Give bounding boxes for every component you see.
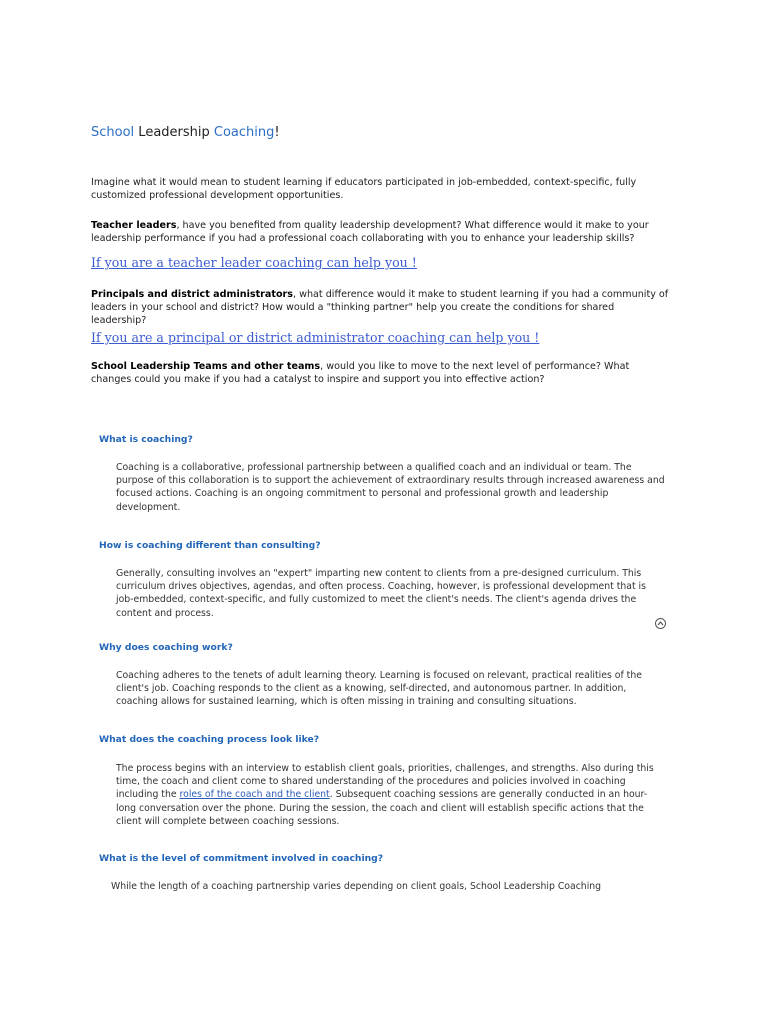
faq-answer-why-coaching-works: Coaching adheres to the tenets of adult learning theory. Learning is focused on relevant, practical realities of the client's job. Coaching responds to the client as a knowing, self-directed, and autonomous partner. In addition, coaching allows for sustained learning, which is often missing in training and consulting situations.: [116, 670, 642, 708]
faq-answer-level-of-commitment: While the length of a coaching partnership varies depending on client goals, School Leadership Coaching: [111, 881, 602, 892]
faq-answer-process-after: . Subsequent coaching sessions are generally conducted in an hour-long conversation over the phone. During the session, the coach and client will establish specific actions that the client will complete between coaching sessions.: [116, 789, 648, 827]
faq-answer-what-is-coaching: Coaching is a collaborative, professional partnership between a qualified coach and an individual or team. The purpose of this collaboration is to support the achievement of extraordinary results through increased awareness and focused actions. Coaching is an ongoing commitment to personal and professional growth and leadership development.: [116, 462, 665, 513]
principal-text: , what difference would it make to student learning if you had a community of leaders in your school and district? How would a "thinking partner" help you create the conditions for shared leadership?: [91, 289, 669, 327]
chevron-up-icon: [657, 620, 664, 627]
teams-text: , would you like to move to the next level of performance? What changes could you make if you had a catalyst to inspire and support you into effective action?: [91, 361, 630, 386]
title-leadership: Leadership: [134, 125, 214, 140]
faq-question-what-is-coaching: What is coaching?: [99, 434, 193, 445]
faq-question-level-of-commitment: What is the level of commitment involved in coaching?: [99, 853, 384, 864]
teams-paragraph: [91, 360, 671, 386]
teacher-lead: Teacher leaders: [91, 220, 177, 231]
principal-paragraph: [91, 288, 671, 328]
teacher-coaching-link[interactable]: If you are a teacher leader coaching can help you !: [91, 255, 417, 270]
scroll-to-top-button[interactable]: [655, 618, 666, 629]
intro-paragraph: Imagine what it would mean to student learning if educators participated in job-embedded, context-specific, fully customized professional development opportunities.: [91, 177, 637, 202]
faq-answer-coaching-process: [116, 762, 666, 828]
title-coaching: Coaching: [213, 125, 275, 140]
principal-coaching-link[interactable]: If you are a principal or district administrator coaching can help you !: [91, 330, 540, 345]
faq-answer-process-before: The process begins with an interview to establish client goals, priorities, challenges, and strengths. Also during this time, the coach and client come to shared understanding of the procedures and policies involved in coaching including the: [116, 763, 654, 801]
faq-answer-coaching-vs-consulting: Generally, consulting involves an "expert" imparting new content to clients from a pre-designed curriculum. This curriculum drives objectives, agendas, and often process. Coaching, however, is professional development that is job-embedded, context-specific, and fully customized to meet the client's needs. The client's agenda drives the content and process.: [116, 568, 646, 619]
teacher-paragraph: [91, 219, 671, 245]
faq-question-coaching-vs-consulting: How is coaching different than consulting?: [99, 540, 321, 551]
faq-question-why-coaching-works: Why does coaching work?: [99, 642, 233, 653]
teacher-text: , have you benefited from quality leadership development? What difference would it make to your leadership performance if you had a professional coach collaborating with you to enhance your leadership skills?: [91, 220, 649, 245]
principal-lead: Principals and district administrators: [91, 289, 293, 300]
roles-of-coach-and-client-link[interactable]: roles of the coach and the client: [179, 789, 330, 801]
title-school: School: [91, 125, 135, 140]
teams-lead: School Leadership Teams and other teams: [91, 361, 321, 372]
title-exclamation: !: [274, 125, 280, 140]
page-title: [91, 125, 280, 140]
faq-question-coaching-process: What does the coaching process look like?: [99, 734, 320, 745]
